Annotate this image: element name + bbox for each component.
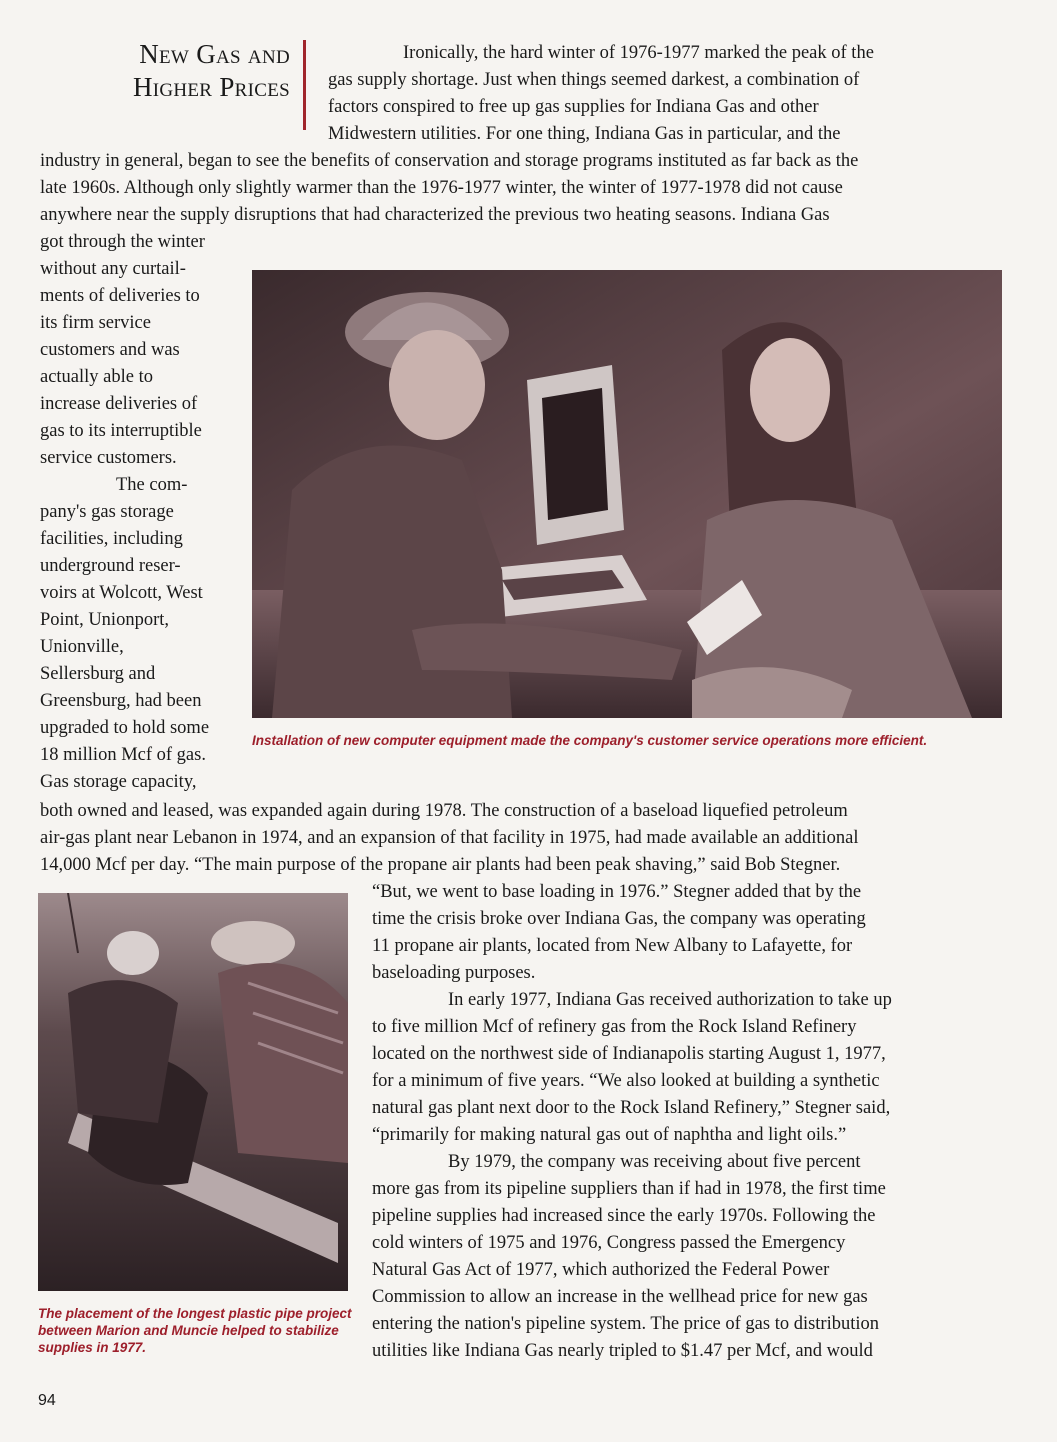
- text-line: service customers.: [40, 448, 177, 468]
- section-title-line-1: New Gas and: [139, 39, 290, 69]
- text-line: upgraded to hold some: [40, 718, 210, 738]
- text-line: ments of deliveries to: [40, 286, 200, 306]
- intro-paragraph-top: [328, 40, 928, 148]
- text-line: facilities, including: [40, 529, 183, 549]
- text-line: air-gas plant near Lebanon in 1974, and an expansion of that facility in 1975, had made available an additional: [40, 828, 859, 848]
- text-line: In early 1977, Indiana Gas received authorization to take up: [448, 990, 892, 1010]
- text-line: natural gas plant next door to the Rock Island Refinery,” Stegner said,: [372, 1098, 891, 1118]
- photo-plastic-pipe-image: [38, 893, 348, 1291]
- text-line: industry in general, began to see the benefits of conservation and storage programs instituted as far back as the: [40, 151, 859, 171]
- text-line: cold winters of 1975 and 1976, Congress passed the Emergency: [372, 1233, 846, 1253]
- text-line: Sellersburg and: [40, 664, 156, 684]
- text-line: anywhere near the supply disruptions that had characterized the previous two heating seasons. Indiana Gas: [40, 205, 830, 225]
- text-line: underground reser-: [40, 556, 181, 576]
- text-line: located on the northwest side of Indianapolis starting August 1, 1977,: [372, 1044, 886, 1064]
- photo-computer-installation-image: [252, 270, 1002, 718]
- text-line: Natural Gas Act of 1977, which authorized the Federal Power: [372, 1260, 830, 1280]
- left-column-text: [40, 256, 255, 796]
- right-column-text: [372, 879, 992, 1365]
- text-line: Midwestern utilities. For one thing, Indiana Gas in particular, and the: [328, 124, 841, 144]
- text-line: 18 million Mcf of gas.: [40, 745, 206, 765]
- text-line: factors conspired to free up gas supplies for Indiana Gas and other: [328, 97, 819, 117]
- text-line: entering the nation's pipeline system. The price of gas to distribution: [372, 1314, 880, 1334]
- page-number: 94: [38, 1392, 56, 1409]
- intro-paragraph-full: [40, 148, 960, 256]
- text-line: pipeline supplies had increased since the early 1970s. Following the: [372, 1206, 876, 1226]
- text-line: Gas storage capacity,: [40, 772, 197, 792]
- photo-caption-main: Installation of new computer equipment made the company's customer service operations more efficient.: [252, 733, 928, 748]
- title-divider: [303, 40, 306, 130]
- text-line: Ironically, the hard winter of 1976-1977 marked the peak of the: [403, 43, 874, 63]
- text-line: Greensburg, had been: [40, 691, 202, 711]
- text-line: pany's gas storage: [40, 502, 174, 522]
- text-line: for a minimum of five years. “We also looked at building a synthetic: [372, 1071, 880, 1091]
- text-line: late 1960s. Although only slightly warmer than the 1976-1977 winter, the winter of 1977-1978 did not cause: [40, 178, 843, 198]
- text-line: By 1979, the company was receiving about five percent: [448, 1152, 861, 1172]
- text-line: voirs at Wolcott, West: [40, 583, 203, 603]
- text-line: “But, we went to base loading in 1976.” Stegner added that by the: [372, 882, 862, 902]
- section-title: [90, 38, 290, 104]
- text-line: time the crisis broke over Indiana Gas, the company was operating: [372, 909, 866, 929]
- text-line: without any curtail-: [40, 259, 186, 279]
- photo-plastic-pipe: [38, 893, 348, 1291]
- photo-computer-installation: [252, 270, 1002, 718]
- text-line: “primarily for making natural gas out of naphtha and light oils.”: [372, 1125, 847, 1145]
- text-line: gas to its interruptible: [40, 421, 202, 441]
- text-line: The com-: [116, 475, 188, 495]
- text-line: utilities like Indiana Gas nearly tripled to $1.47 per Mcf, and would: [372, 1341, 873, 1361]
- text-line: 11 propane air plants, located from New Albany to Lafayette, for: [372, 936, 853, 956]
- text-line: actually able to: [40, 367, 154, 387]
- text-line: Unionville,: [40, 637, 124, 657]
- text-line: got through the winter: [40, 232, 205, 252]
- text-line: 14,000 Mcf per day. “The main purpose of the propane air plants had been peak shaving,” said Bob Stegner.: [40, 855, 841, 875]
- text-line: its firm service: [40, 313, 151, 333]
- text-line: both owned and leased, was expanded again during 1978. The construction of a baseload liquefied petroleum: [40, 801, 848, 821]
- text-line: gas supply shortage. Just when things seemed darkest, a combination of: [328, 70, 860, 90]
- text-line: more gas from its pipeline suppliers than if had in 1978, the first time: [372, 1179, 886, 1199]
- text-line: to five million Mcf of refinery gas from the Rock Island Refinery: [372, 1017, 857, 1037]
- section-title-line-2: Higher Prices: [132, 72, 290, 102]
- photo-caption-secondary: The placement of the longest plastic pipe project between Marion and Muncie helped to stabilize supplies in 1977.: [38, 1306, 352, 1355]
- text-line: Point, Unionport,: [40, 610, 169, 630]
- text-line: baseloading purposes.: [372, 963, 536, 983]
- text-line: increase deliveries of: [40, 394, 198, 414]
- text-line: Commission to allow an increase in the wellhead price for new gas: [372, 1287, 868, 1307]
- text-line: customers and was: [40, 340, 180, 360]
- storage-paragraph: [40, 798, 980, 879]
